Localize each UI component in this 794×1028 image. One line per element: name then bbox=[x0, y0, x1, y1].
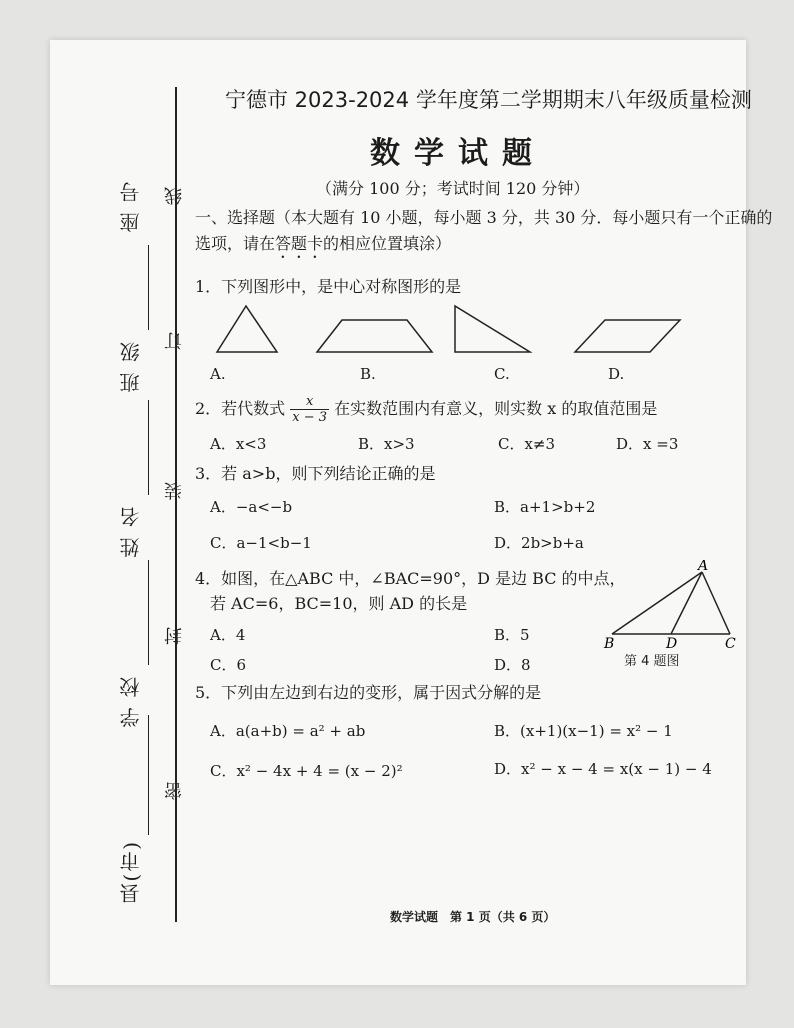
q4-option-c: C．6 bbox=[210, 656, 247, 674]
q1-label-c: C. bbox=[494, 365, 510, 383]
field-class-line bbox=[148, 245, 149, 330]
binding-margin bbox=[50, 40, 185, 985]
binding-line bbox=[175, 87, 177, 922]
q5-option-c: C．x² − 4x + 4 = (x − 2)² bbox=[210, 762, 403, 780]
q2-fraction: $\frac{x}{x - 3}$ bbox=[292, 394, 328, 425]
q2-stem: 2．若代数式 $\frac{x}{x - 3}$ 在实数范围内有意义，则实数 x 的取值范围是 bbox=[195, 394, 658, 425]
q2-option-c: C．x≠3 bbox=[498, 435, 556, 453]
shape-right-triangle bbox=[455, 306, 530, 352]
field-school-line bbox=[148, 560, 149, 665]
q4-option-d: D．8 bbox=[494, 656, 531, 674]
q3-option-d: D．2b>b+a bbox=[494, 534, 584, 552]
q4-option-a: A．4 bbox=[210, 626, 246, 644]
q2-option-a: A．x<3 bbox=[210, 435, 267, 453]
exam-sheet bbox=[50, 40, 773, 985]
q3-option-b: B．a+1>b+2 bbox=[494, 498, 596, 516]
field-county: 县(市) bbox=[119, 840, 143, 904]
field-class: 班 级 bbox=[119, 340, 143, 393]
binding-ding: 订 bbox=[164, 330, 185, 350]
page-footer: 数学试题 第 1 页（共 6 页） bbox=[390, 910, 556, 924]
field-county-line bbox=[148, 715, 149, 835]
binding-zhuang: 装 bbox=[164, 480, 185, 500]
section-heading-line2: 选项，请在答题卡的相应位置填涂） bbox=[195, 234, 452, 253]
field-name-line bbox=[148, 400, 149, 495]
q5-option-d: D．x² − x − 4 = x(x − 1) − 4 bbox=[494, 760, 712, 778]
q5-option-b: B．(x+1)(x−1) = x² − 1 bbox=[494, 722, 673, 740]
field-school: 学 校 bbox=[119, 675, 143, 728]
q4-figure bbox=[598, 560, 746, 650]
q4-stem-line2: 若 AC=6，BC=10，则 AD 的长是 bbox=[210, 594, 468, 613]
q3-option-a: A．−a<−b bbox=[210, 498, 293, 516]
binding-mi: 密 bbox=[164, 780, 185, 800]
subject-title: 数学试题 bbox=[370, 136, 546, 171]
emphasis-answer-card: 答题卡 bbox=[275, 234, 324, 253]
point-d: D bbox=[666, 636, 678, 650]
point-a: A bbox=[698, 560, 709, 574]
q4-option-b: B．5 bbox=[494, 626, 530, 644]
q1-label-d: D. bbox=[608, 365, 625, 383]
binding-feng: 封 bbox=[164, 625, 185, 645]
q5-stem: 5．下列由左边到右边的变形，属于因式分解的是 bbox=[195, 683, 542, 702]
q2-option-d: D．x =3 bbox=[616, 435, 679, 453]
point-b: B bbox=[604, 636, 615, 650]
q4-figure-caption: 第 4 题图 bbox=[624, 654, 680, 669]
point-c: C bbox=[725, 636, 736, 650]
q1-label-b: B. bbox=[360, 365, 376, 383]
exam-meta: （满分 100 分；考试时间 120 分钟） bbox=[316, 179, 590, 198]
shape-parallelogram bbox=[575, 320, 680, 352]
q3-option-c: C．a−1<b−1 bbox=[210, 534, 312, 552]
q4-stem-line1: 4．如图，在△ABC 中，∠BAC=90°，D 是边 BC 的中点， bbox=[195, 569, 626, 588]
q2-option-b: B．x>3 bbox=[358, 435, 415, 453]
shape-triangle bbox=[217, 306, 277, 352]
q5-option-a: A．a(a+b) = a² + ab bbox=[210, 722, 366, 740]
field-seat: 座 号 bbox=[119, 180, 143, 233]
q1-stem: 1．下列图形中，是中心对称图形的是 bbox=[195, 277, 462, 296]
binding-xian: 线 bbox=[164, 185, 185, 205]
exam-title: 宁德市 2023-2024 学年度第二学期期末八年级质量检测 bbox=[225, 88, 752, 112]
q1-shapes bbox=[210, 302, 710, 362]
q3-stem: 3．若 a>b，则下列结论正确的是 bbox=[195, 464, 436, 483]
q1-label-a: A. bbox=[210, 365, 226, 383]
field-name: 姓 名 bbox=[119, 505, 143, 558]
section-heading-line1: 一、选择题（本大题有 10 小题，每小题 3 分，共 30 分．每小题只有一个正确的 bbox=[195, 208, 773, 227]
shape-trapezoid bbox=[317, 320, 432, 352]
